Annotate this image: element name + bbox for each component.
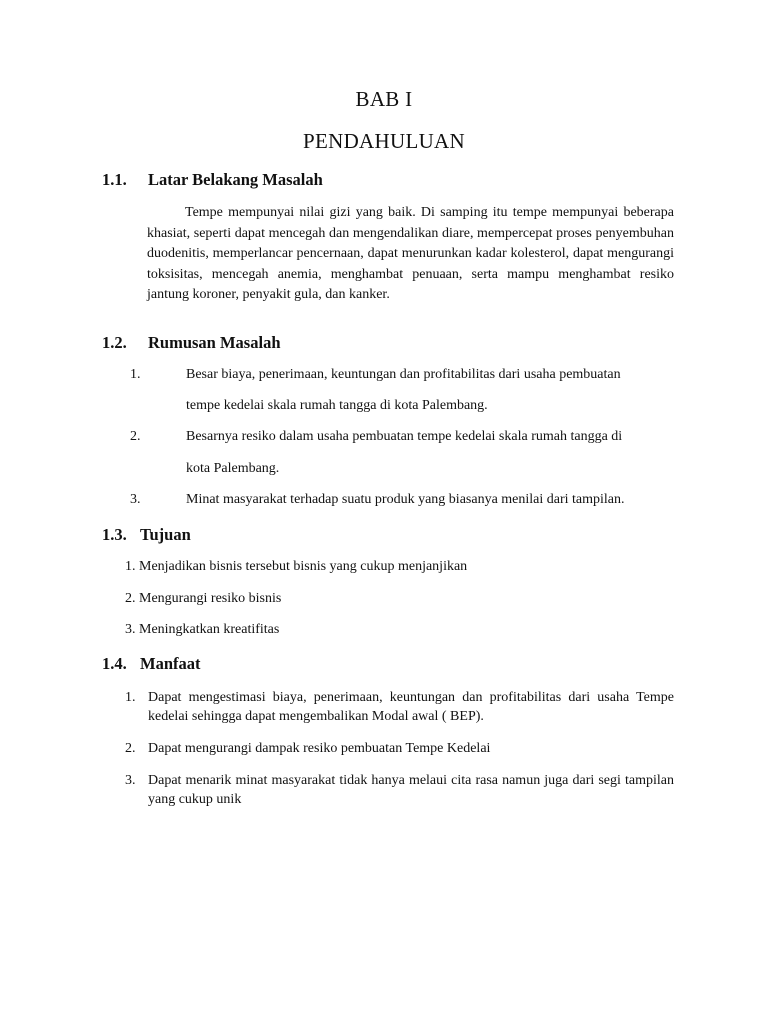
section-title: Tujuan	[140, 525, 191, 544]
section-number: 1.2.	[102, 333, 127, 352]
list-number: 2.	[130, 429, 141, 444]
list-text: Dapat mengestimasi biaya, penerimaan, keuntungan dan profitabilitas dari usaha Tempe kedelai sehingga dapat mengembalikan Modal awal ( BEP).	[148, 690, 674, 724]
list-text: Minat masyarakat terhadap suatu produk yang biasanya menilai dari tampilan.	[186, 492, 625, 507]
benefit-item	[125, 688, 674, 726]
list-number: 3.	[125, 773, 136, 788]
section-number: 1.3.	[102, 525, 127, 544]
chapter-title: PENDAHULUAN	[303, 129, 465, 153]
list-text: Besar biaya, penerimaan, keuntungan dan profitabilitas dari usaha pembuatan	[186, 367, 621, 382]
section-number: 1.4.	[102, 654, 127, 673]
section-title: Rumusan Masalah	[148, 333, 281, 352]
section-heading-tujuan	[102, 525, 191, 545]
section-heading-latar-belakang	[102, 170, 323, 190]
goal-item: 3. Meningkatkan kreatifitas	[125, 622, 280, 637]
list-text: kota Palembang.	[186, 461, 280, 476]
list-number: 3.	[130, 492, 141, 507]
list-text: tempe kedelai skala rumah tangga di kota Palembang.	[186, 398, 488, 413]
section-number: 1.1.	[102, 170, 127, 189]
list-number: 2.	[125, 741, 136, 756]
background-paragraph: Tempe mempunyai nilai gizi yang baik. Di samping itu tempe mempunyai beberapa khasiat, seperti dapat mencegah dan mengendalikan diare, mempercepat proses penyembuhan duodenitis, memperlancar pencernaan, dapat menurunkan kadar kolesterol, dapat mengurangi toksisitas, mencegah anemia, menghambat penuaan, serta mampu menghambat resiko jantung koroner, penyakit gula, dan kanker.	[147, 205, 674, 302]
section-title: Latar Belakang Masalah	[148, 170, 323, 189]
list-text: Dapat mengurangi dampak resiko pembuatan Tempe Kedelai	[148, 741, 491, 756]
goal-item: 1. Menjadikan bisnis tersebut bisnis yang cukup menjanjikan	[125, 559, 468, 574]
list-number: 1.	[130, 367, 141, 382]
section-heading-manfaat	[102, 654, 201, 674]
list-text: Besarnya resiko dalam usaha pembuatan tempe kedelai skala rumah tangga di	[186, 429, 623, 444]
benefit-item	[125, 739, 674, 758]
benefit-item	[125, 771, 674, 809]
goal-item: 2. Mengurangi resiko bisnis	[125, 591, 282, 606]
list-number: 1.	[125, 690, 136, 705]
list-text: Dapat menarik minat masyarakat tidak hanya melaui cita rasa namun juga dari segi tampilan yang cukup unik	[148, 773, 674, 807]
section-heading-rumusan-masalah	[102, 333, 281, 353]
chapter-label: BAB I	[355, 87, 413, 111]
section-title: Manfaat	[140, 654, 201, 673]
